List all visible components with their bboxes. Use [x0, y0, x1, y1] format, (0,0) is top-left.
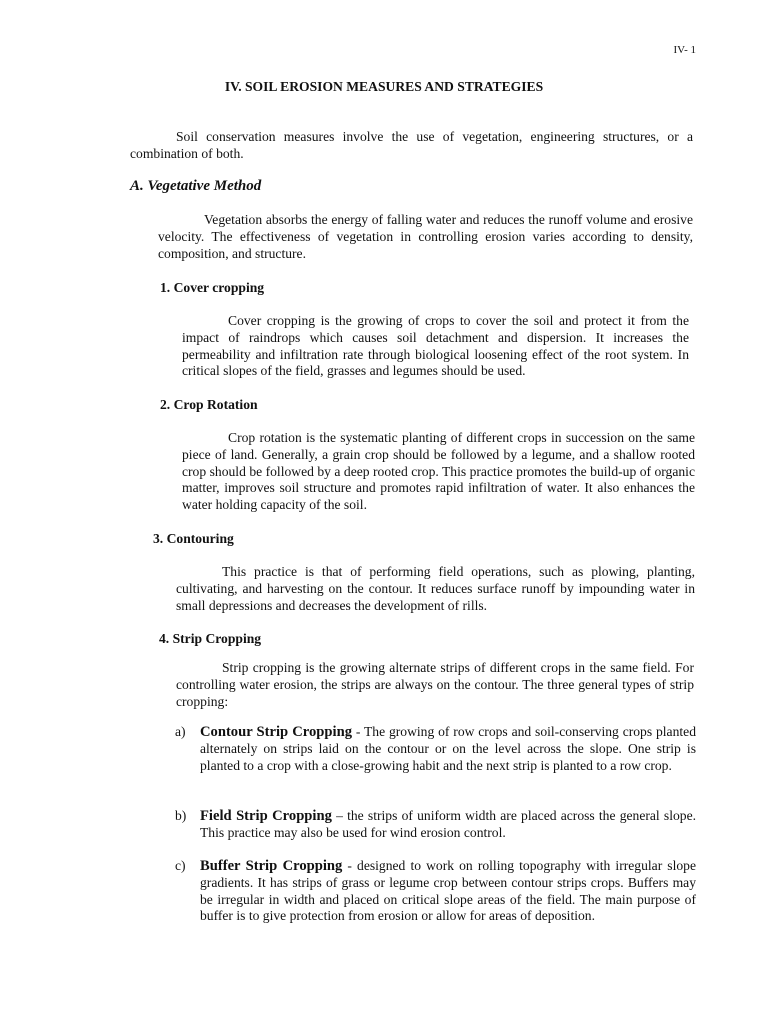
- item-label: c): [175, 858, 186, 873]
- cover-cropping-heading: 1. Cover cropping: [160, 280, 265, 295]
- item-text: – the strips of uniform width are placed across the general slope. This practice may also be used for wind erosion control.: [200, 808, 696, 840]
- item-text: - designed to work on rolling topography with irregular slope gradients. It has strips of grass or legume crop between contour strips crops. Buffers may be irregular in width and placed on critical slope areas of the field. The main purpose of buffer is to give protection from erosion or allow for areas of deposition.: [200, 858, 696, 924]
- contouring-heading: 3. Contouring: [153, 531, 234, 546]
- contouring-paragraph: This practice is that of performing field operations, such as plowing, planting, cultivating, and harvesting on the contour. It reduces surface runoff by impounding water in small depressions and decreases the development of rills.: [176, 564, 695, 613]
- strip-type-item: [175, 808, 696, 842]
- item-label: a): [175, 724, 186, 739]
- item-label: b): [175, 808, 187, 823]
- item-term: Buffer Strip Cropping: [200, 858, 343, 874]
- strip-cropping-paragraph: Strip cropping is the growing alternate strips of different crops in the same field. For controlling water erosion, the strips are always on the contour. The three general types of strip cropping:: [176, 660, 694, 709]
- strip-cropping-heading: 4. Strip Cropping: [159, 631, 262, 646]
- item-term: Field Strip Cropping: [200, 808, 332, 824]
- strip-type-item: [175, 858, 696, 925]
- document-title: IV. SOIL EROSION MEASURES AND STRATEGIES: [224, 79, 544, 94]
- intro-paragraph: Soil conservation measures involve the use of vegetation, engineering structures, or a combination of both.: [130, 129, 693, 161]
- item-body: [200, 724, 696, 774]
- strip-type-item: [175, 724, 696, 774]
- cover-cropping-paragraph: Cover cropping is the growing of crops to cover the soil and protect it from the impact of raindrops which causes soil detachment and dispersion. It increases the permeability and infiltration rate through biological loosening effect of the root system. In critical slopes of the field, grasses and legumes should be used.: [182, 313, 689, 379]
- item-text: - The growing of row crops and soil-conserving crops planted alternately on strips laid on the contour or on the level across the slope. One strip is planted to a crop with a close-growing habit and the next strip is planted to a row crop.: [200, 724, 696, 773]
- item-body: [200, 858, 696, 925]
- item-body: [200, 808, 696, 842]
- crop-rotation-paragraph: Crop rotation is the systematic planting of different crops in succession on the same piece of land. Generally, a grain crop should be followed by a legume, and a shallow rooted crop should be followed by a deep rooted crop. This practice promotes the build-up of organic matter, improves soil structure and promotes rapid infiltration of water. It also enhances the water holding capacity of the soil.: [182, 430, 695, 513]
- page-number: IV- 1: [673, 44, 696, 56]
- item-term: Contour Strip Cropping: [200, 724, 353, 740]
- crop-rotation-heading: 2. Crop Rotation: [160, 397, 258, 412]
- section-a-heading: A. Vegetative Method: [130, 178, 262, 194]
- section-a-paragraph: Vegetation absorbs the energy of falling water and reduces the runoff volume and erosive velocity. The effectiveness of vegetation in controlling erosion varies according to density, composition, and structure.: [158, 212, 693, 261]
